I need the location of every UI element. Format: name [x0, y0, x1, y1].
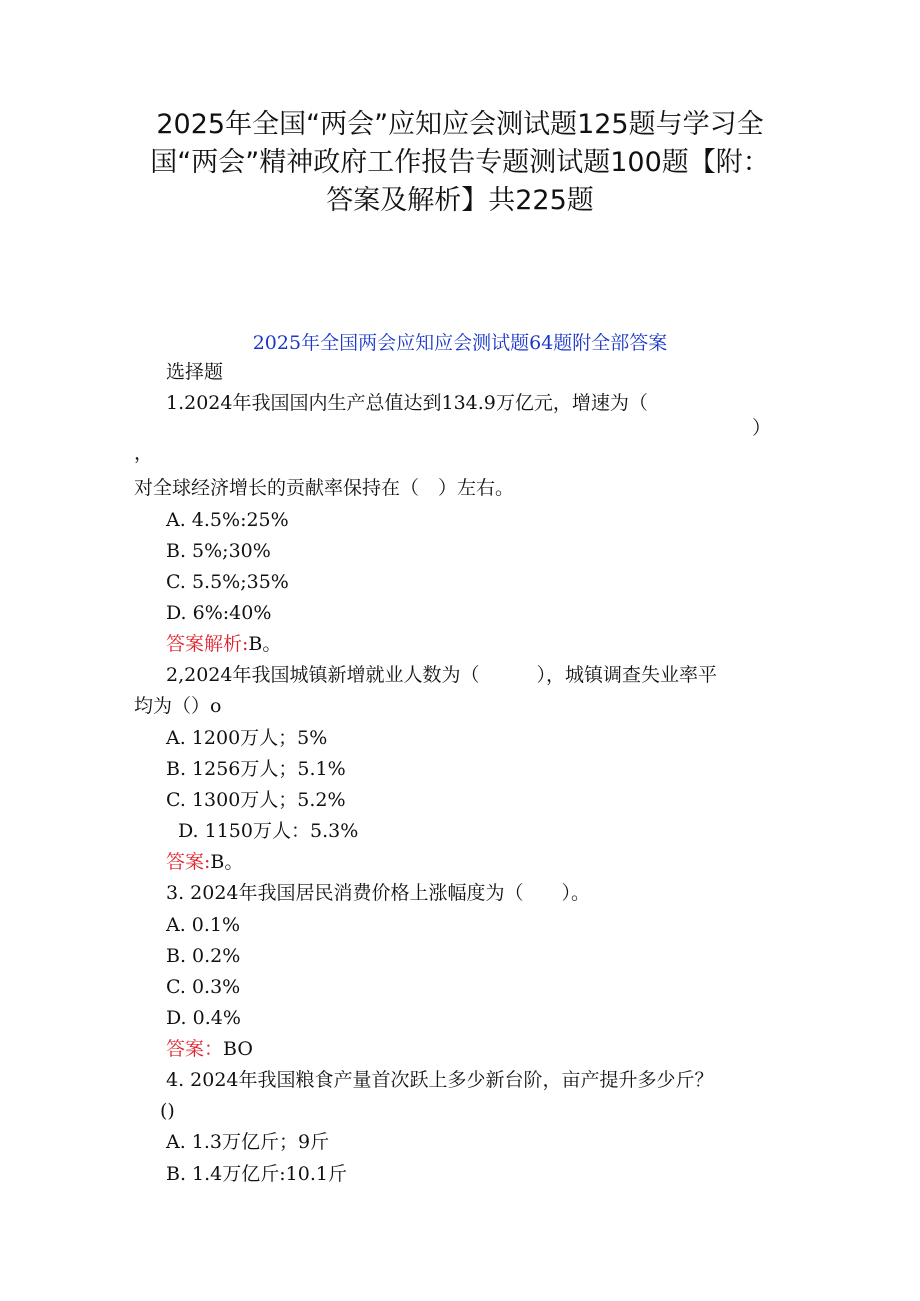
question-1-option-c: C. 5.5%;35%: [166, 571, 289, 593]
title-line-3: 答案及解析】共225题: [326, 185, 594, 216]
question-1-stem: 1.2024年我国国内生产总值达到134.9万亿元，增速为（: [166, 392, 648, 414]
answer-value: B。: [210, 851, 244, 873]
question-1-option-b: B. 5%;30%: [166, 540, 271, 562]
question-4-stem-continued: (): [160, 1100, 175, 1122]
question-3-option-a: A. 0.1%: [166, 914, 241, 936]
answer-label: 答案解析:: [166, 633, 249, 655]
question-1-option-a: A. 4.5%:25%: [166, 509, 289, 531]
question-2-answer: [166, 850, 243, 874]
section-subtitle: 2025年全国两会应知应会测试题64题附全部答案: [252, 332, 668, 354]
question-3-answer: [166, 1037, 253, 1061]
question-4-option-a: A. 1.3万亿斤；9斤: [166, 1131, 330, 1153]
question-4-stem: 4. 2024年我国粮食产量首次跃上多少新台阶，亩产提升多少斤？: [166, 1069, 714, 1091]
question-1-answer: [166, 632, 281, 656]
answer-label: 答案：: [166, 1038, 224, 1060]
question-2-option-c: C. 1300万人；5.2%: [166, 789, 346, 811]
question-3-option-c: C. 0.3%: [166, 976, 241, 998]
question-2-stem: 2,2024年我国城镇新增就业人数为（ ），城镇调查失业率平: [166, 664, 717, 686]
section-label: 选择题: [166, 361, 224, 383]
answer-value: B。: [248, 633, 282, 655]
question-4-option-b: B. 1.4万亿斤:10.1斤: [166, 1163, 347, 1185]
question-2-option-d: D. 1150万人：5.3%: [178, 820, 359, 842]
answer-label: 答案:: [166, 851, 211, 873]
question-1-option-d: D. 6%:40%: [166, 602, 272, 624]
question-3-option-d: D. 0.4%: [166, 1007, 241, 1029]
question-3-stem: 3. 2024年我国居民消费价格上涨幅度为（ ）。: [166, 882, 591, 904]
document-title: [120, 106, 800, 220]
question-1-stem-close: ）: [752, 417, 772, 439]
answer-value: BO: [223, 1038, 253, 1060]
question-2-option-b: B. 1256万人；5.1%: [166, 758, 346, 780]
question-3-option-b: B. 0.2%: [166, 945, 241, 967]
question-1-stem-comma: ，: [134, 442, 154, 464]
question-2-stem-continued: 均为（）o: [134, 695, 222, 717]
question-1-stem-continued: 对全球经济增长的贡献率保持在（ ）左右。: [134, 477, 515, 499]
title-line-2: 国“两会”精神政府工作报告专题测试题100题【附：: [150, 147, 770, 178]
question-2-option-a: A. 1200万人；5%: [166, 727, 328, 749]
title-line-1: 2025年全国“两会”应知应会测试题125题与学习全: [156, 109, 764, 140]
